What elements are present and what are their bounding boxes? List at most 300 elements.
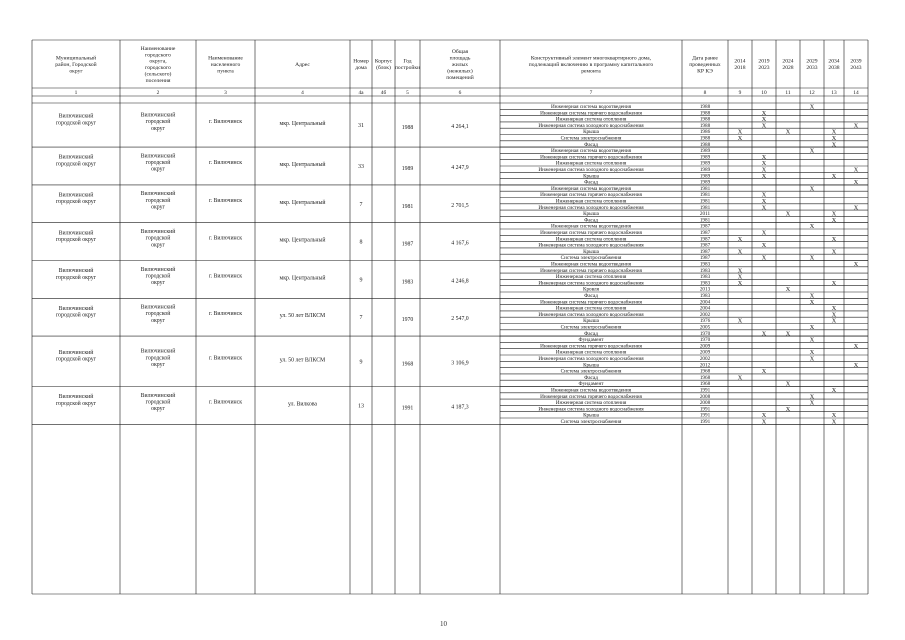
element-cell: Инженерная система горячего водоснабжения	[540, 343, 642, 350]
element-cell: Инженерная система водоотведения	[551, 223, 631, 230]
date-cell: 1986	[699, 129, 711, 136]
district-cell: Вилючинский	[58, 394, 94, 401]
element-cell: Крыша	[583, 129, 599, 136]
address-cell: мкр. Центральный	[279, 121, 326, 128]
house-cell: 9	[359, 277, 363, 284]
header-cell: постройки	[394, 65, 421, 72]
header-cell: 2028	[782, 65, 794, 72]
date-cell: 1989	[699, 148, 711, 155]
date-cell: 1981	[699, 204, 711, 211]
element-cell: Инженерная система отопления	[555, 116, 627, 123]
mark-x: X	[831, 305, 837, 313]
mark-x: X	[737, 267, 743, 275]
date-cell: 1981	[699, 192, 711, 199]
mark-x: X	[761, 172, 767, 180]
area-cell: 2 701,5	[451, 202, 469, 209]
mark-x: X	[853, 261, 859, 268]
district-cell: городской округ	[55, 199, 97, 206]
header-cell: район, Городской	[55, 61, 97, 68]
address-cell: мкр. Центральный	[279, 199, 326, 206]
address-cell: мкр. Центральный	[279, 162, 326, 168]
mark-x: X	[785, 330, 791, 338]
area-cell: 4 167,6	[451, 240, 469, 247]
address-cell: мкр. Центральный	[279, 275, 326, 282]
element-cell: Инженерная система водоотведения	[551, 261, 631, 268]
mark-x: X	[809, 336, 815, 344]
header-number: 8	[703, 90, 707, 96]
settlement-cell: городской	[145, 311, 171, 318]
date-cell: 2004	[699, 299, 711, 306]
locality-cell: г. Вилючинск	[208, 119, 243, 126]
element-cell: Крыша	[583, 362, 599, 369]
header-cell: Номер	[353, 58, 369, 65]
mark-x: X	[831, 418, 837, 426]
settlement-cell: городской	[145, 119, 171, 126]
header-cell: Конструктивный элемент многоквартирного дома,	[530, 55, 652, 62]
settlement-cell: Вилючинский	[140, 153, 176, 160]
area-cell: 4 247,9	[451, 165, 469, 171]
mark-x: X	[831, 135, 837, 142]
mark-x: X	[831, 387, 837, 394]
header-cell: Муниципальный	[55, 55, 97, 62]
date-cell: 1987	[699, 248, 711, 255]
header-cell: населенного	[210, 61, 241, 68]
header-cell: (сельского)	[144, 71, 172, 78]
settlement-cell: Вилючинский	[140, 304, 176, 311]
element-cell: Система электроснабжения	[560, 419, 622, 425]
element-cell: Инженерная система холодного водоснабжения	[538, 204, 644, 211]
header-cell: поселения	[145, 78, 171, 85]
element-cell: Система электроснабжения	[560, 368, 622, 375]
mark-x: X	[737, 128, 743, 136]
date-cell: 2002	[699, 356, 711, 362]
mark-x: X	[831, 172, 837, 180]
header-cell: помещений	[446, 74, 474, 81]
settlement-cell: Вилючинский	[140, 228, 176, 235]
locality-cell: г. Вилючинск	[208, 235, 243, 242]
header-cell: округа,	[149, 58, 167, 65]
header-cell: 2018	[734, 65, 746, 72]
date-cell: 1987	[699, 242, 711, 249]
mark-x: X	[785, 286, 791, 294]
house-cell: 9	[359, 359, 363, 366]
mark-x: X	[761, 198, 767, 205]
date-cell: 2012	[699, 362, 711, 369]
district-cell: Вилючинский	[58, 113, 94, 120]
header-cell: подлежащий включению в программу капитального	[528, 61, 654, 68]
mark-x: X	[853, 204, 859, 212]
header-cell: ремонта	[581, 68, 601, 75]
mark-x: X	[853, 342, 859, 350]
settlement-cell: округ	[151, 125, 165, 132]
date-cell: 1981	[699, 185, 711, 192]
mark-x: X	[761, 109, 767, 117]
mark-x: X	[853, 166, 859, 174]
date-cell: 1987	[699, 223, 711, 230]
header-cell: 2033	[806, 65, 818, 72]
element-cell: Крыша	[583, 318, 599, 325]
mark-x: X	[809, 103, 815, 111]
element-cell: Инженерная система холодного водоснабжения	[538, 356, 644, 362]
date-cell: 1989	[699, 179, 711, 186]
header-cell: пункта	[217, 68, 234, 75]
locality-cell: г. Вилючинск	[208, 311, 243, 318]
mark-x: X	[785, 210, 791, 218]
district-cell: Вилючинский	[58, 305, 94, 312]
district-cell: Вилючинский	[58, 268, 94, 275]
district-cell: городской округ	[55, 161, 97, 168]
settlement-cell: городской	[145, 399, 171, 406]
settlement-cell: Вилючинский	[140, 112, 176, 119]
mark-x: X	[737, 317, 743, 325]
date-cell: 2009	[699, 343, 711, 350]
header-number: 2	[156, 90, 160, 96]
element-cell: Инженерная система водоотведения	[551, 148, 631, 155]
mark-x: X	[809, 399, 815, 407]
mark-x: X	[831, 128, 837, 136]
header-number: 5	[406, 90, 409, 96]
date-cell: 1989	[699, 160, 711, 167]
district-cell: городской округ	[55, 236, 97, 243]
locality-cell: г. Вилючинск	[208, 355, 243, 362]
mark-x: X	[761, 242, 767, 250]
date-cell: 1988	[699, 141, 711, 148]
settlement-cell: округ	[151, 166, 165, 173]
mark-x: X	[831, 248, 837, 256]
locality-cell: г. Вилючинск	[208, 160, 243, 166]
house-cell: 31	[358, 123, 364, 130]
header-cell: 2039	[850, 58, 862, 65]
date-cell: 2005	[699, 324, 711, 331]
mark-x: X	[809, 349, 815, 357]
settlement-cell: городской	[145, 235, 171, 242]
mark-x: X	[831, 311, 837, 319]
settlement-cell: округ	[151, 406, 165, 413]
mark-x: X	[761, 254, 767, 262]
address-cell: ул. Вилкова	[288, 401, 317, 408]
date-cell: 1983	[699, 267, 711, 274]
date-cell: 2009	[699, 349, 711, 356]
element-cell: Инженерная система холодного водоснабжения	[538, 167, 644, 173]
element-cell: Фасад	[584, 293, 598, 299]
date-cell: 1968	[699, 381, 711, 388]
locality-cell: г. Вилючинск	[208, 273, 243, 280]
address-cell: ул. 50 лет ВЛКСМ	[279, 357, 326, 364]
header-cell: 2019	[758, 58, 770, 65]
settlement-cell: Вилючинский	[140, 348, 176, 355]
address-cell: ул. 50 лет ВЛКСМ	[279, 313, 326, 320]
header-cell: Год	[403, 58, 412, 65]
element-cell: Инженерная система горячего водоснабжения	[540, 230, 642, 236]
mark-x: X	[809, 147, 815, 155]
mark-x: X	[831, 216, 837, 224]
element-cell: Инженерная система отопления	[555, 236, 627, 243]
district-cell: городской округ	[55, 400, 97, 407]
date-cell: 1988	[699, 110, 711, 117]
year-cell: 1981	[401, 203, 414, 210]
header-cell: площадь	[449, 55, 471, 62]
date-cell: 1991	[699, 419, 711, 425]
house-cell: 13	[358, 403, 364, 410]
date-cell: 1976	[699, 318, 711, 325]
mark-x: X	[761, 166, 767, 174]
header-number: 4а	[358, 90, 364, 96]
mark-x: X	[853, 122, 859, 130]
year-cell: 1987	[401, 241, 414, 248]
header-cell: 2034	[828, 58, 840, 65]
date-cell: 2004	[699, 305, 711, 312]
element-cell: Инженерная система отопления	[555, 400, 627, 407]
mark-x: X	[737, 248, 743, 256]
date-cell: 1991	[699, 406, 711, 413]
date-cell: 1988	[699, 135, 711, 142]
element-cell: Инженерная система горячего водоснабжения	[540, 192, 642, 199]
mark-x: X	[785, 405, 791, 413]
date-cell: 2013	[699, 286, 711, 293]
date-cell: 2008	[699, 400, 711, 407]
date-cell: 1970	[699, 330, 711, 337]
settlement-cell: городской	[145, 355, 171, 362]
date-cell: 1968	[699, 374, 711, 381]
header-number: 3	[224, 90, 227, 96]
element-cell: Система электроснабжения	[560, 255, 622, 262]
date-cell: 1988	[699, 122, 711, 129]
element-cell: Инженерная система горячего водоснабжения	[540, 267, 642, 274]
element-cell: Инженерная система горячего водоснабжения	[540, 154, 642, 161]
date-cell: 1987	[699, 236, 711, 243]
header-cell: Адрес	[295, 61, 310, 68]
mark-x: X	[761, 330, 767, 338]
area-cell: 4 246,8	[451, 278, 469, 285]
year-cell: 1989	[401, 166, 414, 172]
mark-x: X	[761, 412, 767, 420]
settlement-cell: Вилючинский	[140, 266, 176, 273]
header-cell: Дата ранее	[692, 55, 718, 62]
date-cell: 1991	[699, 412, 711, 419]
settlement-cell: округ	[151, 280, 165, 287]
settlement-cell: Вилючинский	[140, 392, 176, 399]
header-number: 11	[785, 90, 791, 96]
district-cell: Вилючинский	[58, 349, 94, 356]
district-cell: Вилючинский	[58, 154, 94, 161]
settlement-cell: округ	[151, 362, 165, 368]
header-number: 14	[853, 90, 859, 96]
mark-x: X	[809, 324, 815, 331]
mark-x: X	[831, 210, 837, 218]
element-cell: Крыша	[583, 173, 599, 180]
mark-x: X	[809, 355, 815, 363]
element-cell: Инженерная система отопления	[555, 198, 627, 205]
element-cell: Кровля	[582, 286, 600, 293]
header-number: 4б	[380, 90, 387, 96]
element-cell: Инженерная система водоотведения	[551, 185, 631, 192]
element-cell: Инженерная система водоотведения	[551, 104, 631, 110]
date-cell: 1988	[699, 116, 711, 123]
header-cell: 2038	[828, 65, 840, 72]
header-cell: 2043	[850, 65, 862, 72]
header-cell: округ	[69, 68, 83, 75]
mark-x: X	[809, 393, 815, 401]
mark-x: X	[785, 128, 791, 136]
year-cell: 1968	[401, 361, 414, 368]
settlement-cell: Вилючинский	[140, 191, 176, 198]
header-cell: (нежилых)	[447, 68, 473, 75]
header-cell: городского	[145, 65, 171, 72]
date-cell: 1983	[699, 261, 711, 268]
area-cell: 4 187,3	[451, 404, 469, 411]
year-cell: 1983	[401, 279, 414, 286]
mark-x: X	[831, 141, 837, 149]
settlement-cell: округ	[151, 242, 165, 249]
mark-x: X	[737, 235, 743, 243]
year-cell: 1988	[401, 125, 414, 132]
mark-x: X	[761, 418, 767, 426]
header-number: 12	[809, 90, 815, 96]
house-cell: 8	[359, 239, 363, 246]
mark-x: X	[831, 235, 837, 243]
mark-x: X	[831, 279, 837, 287]
mark-x: X	[761, 153, 767, 161]
mark-x: X	[761, 116, 767, 124]
element-cell: Система электроснабжения	[560, 324, 622, 331]
header-number: 13	[831, 90, 837, 96]
element-cell: Фасад	[584, 374, 598, 381]
header-number: 1	[74, 90, 78, 96]
house-cell: 33	[358, 164, 364, 170]
header-cell: дома	[355, 65, 367, 72]
settlement-cell: округ	[151, 204, 165, 211]
element-cell: Инженерная система холодного водоснабжения	[538, 280, 644, 287]
date-cell: 1983	[699, 280, 711, 287]
house-cell: 7	[359, 315, 363, 322]
header-cell: 2024	[782, 58, 794, 65]
mark-x: X	[785, 380, 791, 388]
mark-x: X	[737, 273, 743, 281]
date-cell: 1987	[699, 255, 711, 262]
header-cell: проведенных	[689, 61, 721, 68]
header-number: 6	[458, 90, 462, 96]
header-cell: (блок)	[376, 65, 391, 72]
element-cell: Фасад	[584, 217, 598, 224]
header-number: 10	[761, 90, 767, 96]
page-number: 10	[440, 620, 447, 628]
element-cell: Фундамент	[578, 381, 604, 388]
year-cell: 1970	[401, 317, 414, 324]
header-cell: 2023	[758, 65, 770, 72]
mark-x: X	[761, 204, 767, 212]
mark-x: X	[809, 292, 815, 300]
header-number: 4	[301, 90, 304, 96]
mark-x: X	[761, 160, 767, 168]
date-cell: 1970	[699, 337, 711, 344]
date-cell: 1981	[699, 217, 711, 224]
district-cell: городской округ	[55, 120, 97, 127]
locality-cell: г. Вилючинск	[208, 197, 243, 204]
mark-x: X	[853, 179, 859, 187]
mark-x: X	[761, 122, 767, 130]
date-cell: 1988	[699, 104, 711, 110]
element-cell: Фасад	[584, 330, 598, 337]
area-cell: 4 264,1	[451, 124, 469, 131]
date-cell: 2011	[699, 211, 711, 218]
mark-x: X	[809, 223, 815, 231]
date-cell: 2008	[699, 393, 711, 400]
header-number: 7	[589, 90, 593, 96]
mark-x: X	[761, 368, 767, 376]
element-cell: Инженерная система водоотведения	[551, 387, 631, 394]
settlement-cell: городской	[145, 273, 171, 280]
element-cell: Фасад	[584, 141, 598, 148]
date-cell: 1989	[699, 173, 711, 180]
date-cell: 1968	[699, 368, 711, 375]
district-cell: Вилючинский	[58, 230, 94, 237]
mark-x: X	[737, 135, 743, 142]
area-cell: 3 106,9	[451, 360, 469, 367]
mark-x: X	[761, 229, 767, 237]
element-cell: Система электроснабжения	[560, 135, 622, 142]
header-number: 9	[738, 90, 742, 96]
date-cell: 1981	[699, 198, 711, 205]
mark-x: X	[809, 254, 815, 262]
mark-x: X	[831, 412, 837, 420]
element-cell: Инженерная система холодного водоснабжения	[538, 122, 644, 129]
element-cell: Крыша	[583, 211, 599, 218]
mark-x: X	[761, 191, 767, 199]
area-cell: 2 547,0	[451, 316, 469, 323]
date-cell: 1983	[699, 293, 711, 299]
element-cell: Инженерная система отопления	[555, 274, 627, 281]
date-cell: 1989	[699, 167, 711, 173]
settlement-cell: городской	[145, 197, 171, 204]
district-cell: городской округ	[55, 312, 97, 319]
mark-x: X	[809, 298, 815, 306]
element-cell: Инженерная система отопления	[555, 349, 627, 356]
element-cell: Инженерная система горячего водоснабжения	[540, 393, 642, 400]
mark-x: X	[853, 361, 859, 369]
element-cell: Фундамент	[578, 337, 604, 344]
element-cell: Инженерная система отопления	[555, 305, 627, 312]
year-cell: 1991	[401, 405, 414, 412]
district-cell: городской округ	[55, 356, 97, 363]
settlement-cell: округ	[151, 317, 165, 324]
header-cell: жилых	[451, 61, 469, 68]
header-cell: Наименование	[208, 55, 243, 62]
element-cell: Крыша	[583, 412, 599, 419]
address-cell: мкр. Центральный	[279, 237, 326, 244]
header-cell: Общая	[451, 49, 469, 56]
header-cell: Наименование	[140, 45, 176, 52]
mark-x: X	[831, 317, 837, 325]
mark-x: X	[737, 374, 743, 382]
date-cell: 1989	[699, 154, 711, 161]
header-cell: КР КЭ	[697, 68, 713, 75]
district-cell: Вилючинский	[58, 192, 94, 199]
locality-cell: г. Вилючинск	[208, 399, 243, 406]
element-cell: Инженерная система горячего водоснабжения	[540, 299, 642, 306]
header-cell: 2014	[734, 58, 746, 65]
mark-x: X	[809, 185, 815, 193]
element-cell: Инженерная система горячего водоснабжения	[540, 110, 642, 117]
header-cell: 2029	[806, 58, 818, 65]
district-cell: городской округ	[55, 274, 97, 281]
house-cell: 7	[359, 201, 363, 208]
settlement-cell: городской	[145, 160, 171, 167]
date-cell: 1983	[699, 274, 711, 281]
mark-x: X	[737, 279, 743, 287]
element-cell: Инженерная система холодного водоснабжения	[538, 311, 644, 318]
element-cell: Инженерная система отопления	[555, 160, 627, 167]
element-cell: Крыша	[583, 248, 599, 255]
